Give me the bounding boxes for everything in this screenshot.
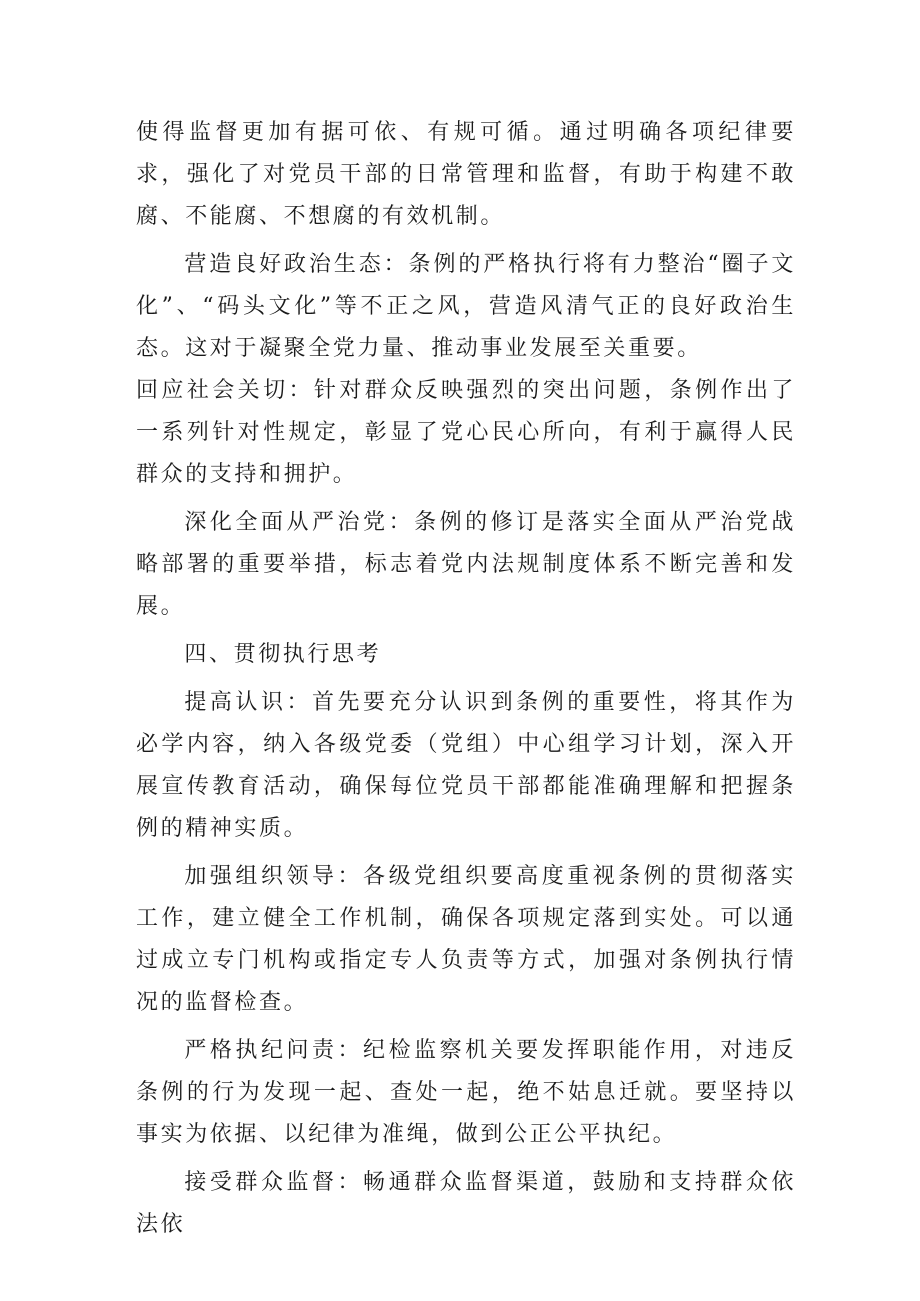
section-heading-implementation: 四、贯彻执行思考 [184, 642, 382, 667]
paragraph-public-supervision: 接受群众监督：畅通群众监督渠道，鼓励和支持群众依法依 [136, 1170, 796, 1237]
paragraph-discipline-accountability: 严格执纪问责：纪检监察机关要发挥职能作用，对违反条例的行为发现一起、查处一起，绝不姑息迁就。要坚持以事实为依据、以纪律为准绳，做到公正公平执纪。 [136, 1038, 796, 1147]
paragraph-political-ecology: 营造良好政治生态：条例的严格执行将有力整治“圈子文化”、“码头文化”等不正之风，营造风清气正的良好政治生态。这对于凝聚全党力量、推动事业发展至关重要。 [136, 252, 796, 361]
paragraph-social-concerns: 回应社会关切：针对群众反映强烈的突出问题，条例作出了一系列针对性规定，彰显了党心民心所向，有利于赢得人民群众的支持和拥护。 [136, 378, 796, 487]
paragraph-supervision-basis: 使得监督更加有据可依、有规可循。通过明确各项纪律要求，强化了对党员干部的日常管理和监督，有助于构建不敢腐、不能腐、不想腐的有效机制。 [136, 120, 796, 229]
paragraph-raise-awareness: 提高认识：首先要充分认识到条例的重要性，将其作为必学内容，纳入各级党委（党组）中心组学习计划，深入开展宣传教育活动，确保每位党员干部都能准确理解和把握条例的精神实质。 [136, 690, 796, 841]
paragraph-organizational-leadership: 加强组织领导：各级党组织要高度重视条例的贯彻落实工作，建立健全工作机制，确保各项规定落到实处。可以通过成立专门机构或指定专人负责等方式，加强对条例执行情况的监督检查。 [136, 864, 796, 1015]
document-body [136, 112, 796, 1246]
paragraph-strict-governance: 深化全面从严治党：条例的修订是落实全面从严治党战略部署的重要举措，标志着党内法规制度体系不断完善和发展。 [136, 510, 796, 619]
